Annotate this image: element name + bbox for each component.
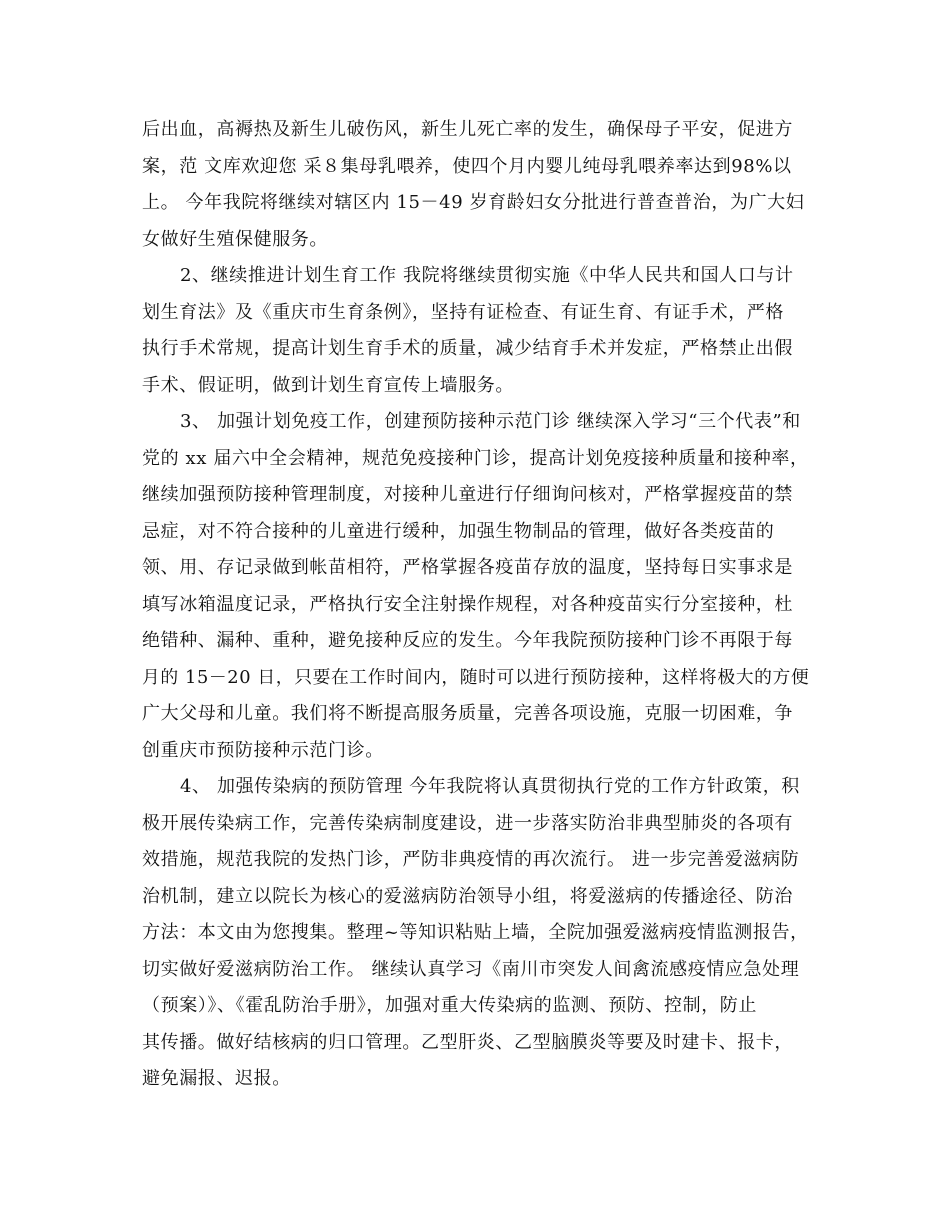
text-line: 方法：本文由为您搜集。整理~等知识粘贴上墙，全院加强爱滋病疫情监测报告，	[142, 922, 809, 943]
text-line: 治机制，建立以院长为核心的爱滋病防治领导小组，将爱滋病的传播途径、防治	[142, 885, 793, 907]
text-line: 月的 15－20 日，只要在工作时间内，随时可以进行预防接种，这样将极大的方便	[142, 666, 810, 688]
text-line: 上。 今年我院将继续对辖区内 15－49 岁育龄妇女分批进行普查普治，为广大妇	[142, 192, 805, 213]
text-line: （预案）》、《霍乱防治手册》，加强对重大传染病的监测、预防、控制，防止	[142, 995, 757, 1016]
text-line: 执行手术常规，提高计划生育手术的质量，减少结育手术并发症，严格禁止出假	[142, 338, 793, 359]
text-line: 绝错种、漏种、重种，避免接种反应的发生。今年我院预防接种门诊不再限于每	[142, 630, 793, 651]
paragraph-first-line: 3、 加强计划免疫工作，创建预防接种示范门诊 继续深入学习“三个代表”和	[180, 411, 801, 432]
text-line: 效措施，规范我院的发热门诊，严防非典疫情的再次流行。 进一步完善爱滋病防	[142, 849, 800, 870]
text-line: 后出血，高褥热及新生儿破伤风，新生儿死亡率的发生，确保母子平安，促进方	[142, 119, 793, 140]
text-line: 切实做好爱滋病防治工作。 继续认真学习《南川市突发人间禽流感疫情应急处理	[142, 958, 800, 980]
text-line: 继续加强预防接种管理制度，对接种儿童进行仔细询问核对，严格掌握疫苗的禁	[142, 484, 793, 505]
text-line: 领、用、存记录做到帐苗相符，严格掌握各疫苗存放的温度，坚持每日实事求是	[142, 557, 793, 578]
text-line: 极开展传染病工作，完善传染病制度建设，进一步落实防治非典型肺炎的各项有	[142, 812, 793, 834]
text-line: 广大父母和儿童。我们将不断提高服务质量，完善各项设施，克服一切困难，争	[142, 703, 793, 724]
paragraph-first-line: 2、继续推进计划生育工作 我院将继续贯彻实施《中华人民共和国人口与计	[180, 265, 794, 286]
text-line: 党的 xx 届六中全会精神，规范免疫接种门诊，提高计划免疫接种质量和接种率，	[142, 447, 809, 469]
text-line: 创重庆市预防接种示范门诊。	[142, 739, 384, 761]
text-line: 其传播。做好结核病的归口管理。乙型肝炎、乙型脑膜炎等要及时建卡、报卡，	[142, 1031, 793, 1053]
text-line: 女做好生殖保健服务。	[142, 228, 328, 250]
paragraph-first-line: 4、 加强传染病的预防管理 今年我院将认真贯彻执行党的工作方针政策，积	[180, 776, 800, 797]
text-line: 忌症，对不符合接种的儿童进行缓种，加强生物制品的管理，做好各类疫苗的	[142, 520, 775, 542]
text-line: 划生育法》及《重庆市生育条例》，坚持有证检查、有证生育、有证手术，严格	[142, 301, 784, 323]
text-line: 填写冰箱温度记录，严格执行安全注射操作规程，对各种疫苗实行分室接种，杜	[142, 593, 793, 615]
text-line: 案，范 文库欢迎您 采８集母乳喂养，使四个月内婴儿纯母乳喂养率达到98%以	[142, 155, 792, 177]
document-body	[142, 112, 810, 1098]
text-line: 避免漏报、迟报。	[142, 1068, 291, 1089]
text-line: 手术、假证明，做到计划生育宣传上墙服务。	[142, 374, 514, 396]
